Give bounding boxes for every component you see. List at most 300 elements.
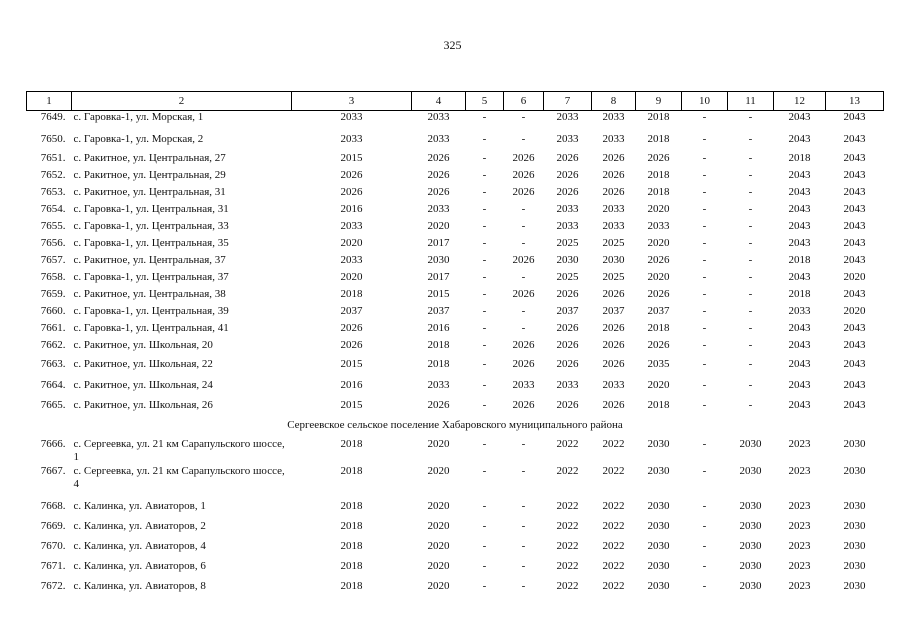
value-cell-col-4: 2015 xyxy=(427,287,450,300)
value-cell-col-8: 2025 xyxy=(602,270,625,283)
value-cell-col-5: - xyxy=(482,270,487,283)
value-cell-col-13: 2043 xyxy=(843,287,866,300)
table-row xyxy=(27,271,884,288)
value-cell-col-4: 2016 xyxy=(427,321,450,334)
value-cell-col-8: 2033 xyxy=(602,202,625,215)
value-cell-col-4: 2020 xyxy=(427,539,450,552)
value-cell-col-4: 2026 xyxy=(427,185,450,198)
value-cell-col-13: 2020 xyxy=(843,270,866,283)
value-cell-col-8: 2022 xyxy=(602,499,625,512)
address-cell: с. Калинка, ул. Авиаторов, 8 xyxy=(73,579,206,592)
table-row xyxy=(27,379,884,399)
table-row xyxy=(27,322,884,339)
value-cell-col-11: - xyxy=(748,338,753,351)
value-cell-col-3: 2033 xyxy=(340,111,363,123)
value-cell-col-9: 2026 xyxy=(647,338,670,351)
value-cell-col-13: 2030 xyxy=(843,559,866,572)
address-cell: с. Гаровка-1, ул. Морская, 2 xyxy=(73,132,204,145)
value-cell-col-3: 2018 xyxy=(340,519,363,532)
row-number: 7655. xyxy=(40,219,66,232)
value-cell-col-6: - xyxy=(521,219,526,232)
value-cell-col-3: 2018 xyxy=(340,437,363,450)
value-cell-col-4: 2026 xyxy=(427,168,450,181)
value-cell-col-8: 2022 xyxy=(602,519,625,532)
value-cell-col-12: 2043 xyxy=(788,398,811,411)
value-cell-col-13: 2020 xyxy=(843,304,866,317)
value-cell-col-3: 2026 xyxy=(340,338,363,351)
header-cell-5: 5 xyxy=(466,92,504,111)
value-cell-col-10: - xyxy=(702,499,707,512)
value-cell-col-11: 2030 xyxy=(739,539,762,552)
value-cell-col-13: 2043 xyxy=(843,357,866,370)
address-cell: с. Ракитное, ул. Школьная, 24 xyxy=(73,378,213,391)
value-cell-col-12: 2043 xyxy=(788,270,811,283)
value-cell-col-6: - xyxy=(521,519,526,532)
address-cell: с. Сергеевка, ул. 21 км Сарапульского шоссе, 4 xyxy=(73,464,285,490)
value-cell-col-8: 2022 xyxy=(602,464,625,477)
value-cell-col-10: - xyxy=(702,236,707,249)
value-cell-col-5: - xyxy=(482,437,487,450)
value-cell-col-12: 2018 xyxy=(788,151,811,164)
value-cell-col-3: 2016 xyxy=(340,378,363,391)
table-row xyxy=(27,237,884,254)
header-cell-13: 13 xyxy=(826,92,884,111)
address-cell: с. Ракитное, ул. Центральная, 37 xyxy=(73,253,226,266)
table-row xyxy=(27,580,884,600)
row-number: 7671. xyxy=(40,559,66,572)
value-cell-col-6: 2026 xyxy=(512,357,535,370)
row-number: 7658. xyxy=(40,270,66,283)
row-number: 7656. xyxy=(40,236,66,249)
row-number: 7666. xyxy=(40,437,66,450)
value-cell-col-13: 2043 xyxy=(843,132,866,145)
section-heading-row xyxy=(27,419,884,438)
table-row xyxy=(27,540,884,560)
row-number: 7662. xyxy=(40,338,66,351)
value-cell-col-4: 2026 xyxy=(427,151,450,164)
header-cell-12: 12 xyxy=(774,92,826,111)
value-cell-col-13: 2043 xyxy=(843,253,866,266)
address-cell: с. Калинка, ул. Авиаторов, 1 xyxy=(73,499,206,512)
table-row xyxy=(27,169,884,186)
address-cell: с. Гаровка-1, ул. Центральная, 31 xyxy=(73,202,229,215)
value-cell-col-10: - xyxy=(702,270,707,283)
value-cell-col-9: 2037 xyxy=(647,304,670,317)
value-cell-col-7: 2026 xyxy=(556,151,579,164)
value-cell-col-7: 2033 xyxy=(556,202,579,215)
value-cell-col-7: 2033 xyxy=(556,132,579,145)
header-row xyxy=(27,92,884,111)
value-cell-col-8: 2026 xyxy=(602,357,625,370)
value-cell-col-12: 2023 xyxy=(788,579,811,592)
value-cell-col-10: - xyxy=(702,464,707,477)
table-row xyxy=(27,203,884,220)
value-cell-col-7: 2026 xyxy=(556,398,579,411)
address-cell: с. Ракитное, ул. Школьная, 26 xyxy=(73,398,213,411)
value-cell-col-3: 2033 xyxy=(340,253,363,266)
value-cell-col-11: - xyxy=(748,398,753,411)
address-cell: с. Ракитное, ул. Центральная, 38 xyxy=(73,287,226,300)
value-cell-col-5: - xyxy=(482,236,487,249)
value-cell-col-12: 2043 xyxy=(788,236,811,249)
value-cell-col-4: 2030 xyxy=(427,253,450,266)
value-cell-col-6: 2026 xyxy=(512,338,535,351)
value-cell-col-9: 2026 xyxy=(647,151,670,164)
value-cell-col-6: - xyxy=(521,559,526,572)
value-cell-col-13: 2043 xyxy=(843,398,866,411)
value-cell-col-9: 2035 xyxy=(647,357,670,370)
value-cell-col-8: 2037 xyxy=(602,304,625,317)
value-cell-col-4: 2017 xyxy=(427,236,450,249)
row-number: 7659. xyxy=(40,287,66,300)
value-cell-col-7: 2025 xyxy=(556,270,579,283)
value-cell-col-8: 2030 xyxy=(602,253,625,266)
value-cell-col-10: - xyxy=(702,378,707,391)
value-cell-col-5: - xyxy=(482,253,487,266)
header-cell-11: 11 xyxy=(728,92,774,111)
table-row xyxy=(27,220,884,237)
value-cell-col-7: 2033 xyxy=(556,111,579,123)
value-cell-col-6: 2026 xyxy=(512,185,535,198)
value-cell-col-5: - xyxy=(482,338,487,351)
value-cell-col-13: 2043 xyxy=(843,151,866,164)
value-cell-col-12: 2023 xyxy=(788,464,811,477)
address-cell: с. Ракитное, ул. Школьная, 20 xyxy=(73,338,213,351)
value-cell-col-5: - xyxy=(482,464,487,477)
header-cell-6: 6 xyxy=(504,92,544,111)
row-number: 7650. xyxy=(40,132,66,145)
address-cell: с. Ракитное, ул. Центральная, 27 xyxy=(73,151,226,164)
value-cell-col-5: - xyxy=(482,579,487,592)
value-cell-col-11: - xyxy=(748,357,753,370)
value-cell-col-11: - xyxy=(748,321,753,334)
value-cell-col-13: 2030 xyxy=(843,464,866,477)
table-row xyxy=(27,465,884,500)
value-cell-col-3: 2015 xyxy=(340,398,363,411)
value-cell-col-12: 2023 xyxy=(788,559,811,572)
value-cell-col-6: - xyxy=(521,304,526,317)
row-number: 7654. xyxy=(40,202,66,215)
value-cell-col-6: - xyxy=(521,437,526,450)
value-cell-col-8: 2026 xyxy=(602,338,625,351)
value-cell-col-7: 2026 xyxy=(556,321,579,334)
value-cell-col-4: 2033 xyxy=(427,111,450,123)
value-cell-col-12: 2043 xyxy=(788,132,811,145)
row-number: 7663. xyxy=(40,357,66,370)
value-cell-col-13: 2043 xyxy=(843,219,866,232)
value-cell-col-4: 2020 xyxy=(427,437,450,450)
address-cell: с. Гаровка-1, ул. Центральная, 41 xyxy=(73,321,229,334)
value-cell-col-11: - xyxy=(748,168,753,181)
value-cell-col-3: 2037 xyxy=(340,304,363,317)
value-cell-col-5: - xyxy=(482,287,487,300)
row-number: 7669. xyxy=(40,519,66,532)
value-cell-col-10: - xyxy=(702,132,707,145)
table-body xyxy=(27,111,884,600)
value-cell-col-3: 2020 xyxy=(340,270,363,283)
value-cell-col-11: 2030 xyxy=(739,464,762,477)
value-cell-col-4: 2020 xyxy=(427,219,450,232)
value-cell-col-11: - xyxy=(748,132,753,145)
value-cell-col-3: 2018 xyxy=(340,287,363,300)
value-cell-col-10: - xyxy=(702,287,707,300)
value-cell-col-3: 2033 xyxy=(340,219,363,232)
value-cell-col-12: 2043 xyxy=(788,168,811,181)
value-cell-col-6: 2026 xyxy=(512,168,535,181)
table-row xyxy=(27,305,884,322)
value-cell-col-7: 2033 xyxy=(556,219,579,232)
value-cell-col-7: 2030 xyxy=(556,253,579,266)
value-cell-col-10: - xyxy=(702,185,707,198)
value-cell-col-9: 2018 xyxy=(647,168,670,181)
value-cell-col-5: - xyxy=(482,111,487,123)
table-row xyxy=(27,152,884,169)
value-cell-col-5: - xyxy=(482,559,487,572)
value-cell-col-8: 2026 xyxy=(602,168,625,181)
value-cell-col-12: 2023 xyxy=(788,539,811,552)
header-cell-8: 8 xyxy=(592,92,636,111)
value-cell-col-9: 2018 xyxy=(647,321,670,334)
value-cell-col-13: 2043 xyxy=(843,111,866,123)
value-cell-col-6: - xyxy=(521,270,526,283)
value-cell-col-3: 2026 xyxy=(340,168,363,181)
address-cell: с. Гаровка-1, ул. Центральная, 33 xyxy=(73,219,229,232)
value-cell-col-8: 2022 xyxy=(602,579,625,592)
value-cell-col-11: - xyxy=(748,219,753,232)
value-cell-col-11: 2030 xyxy=(739,499,762,512)
address-cell: с. Ракитное, ул. Центральная, 29 xyxy=(73,168,226,181)
row-number: 7660. xyxy=(40,304,66,317)
value-cell-col-10: - xyxy=(702,168,707,181)
value-cell-col-4: 2020 xyxy=(427,579,450,592)
value-cell-col-12: 2043 xyxy=(788,357,811,370)
row-number: 7668. xyxy=(40,499,66,512)
value-cell-col-10: - xyxy=(702,253,707,266)
value-cell-col-6: - xyxy=(521,464,526,477)
value-cell-col-13: 2030 xyxy=(843,579,866,592)
value-cell-col-10: - xyxy=(702,398,707,411)
value-cell-col-9: 2020 xyxy=(647,378,670,391)
value-cell-col-3: 2020 xyxy=(340,236,363,249)
value-cell-col-13: 2043 xyxy=(843,338,866,351)
value-cell-col-12: 2043 xyxy=(788,185,811,198)
table-row xyxy=(27,358,884,379)
value-cell-col-13: 2030 xyxy=(843,519,866,532)
value-cell-col-6: - xyxy=(521,539,526,552)
value-cell-col-8: 2026 xyxy=(602,287,625,300)
value-cell-col-13: 2043 xyxy=(843,185,866,198)
value-cell-col-3: 2018 xyxy=(340,539,363,552)
value-cell-col-10: - xyxy=(702,111,707,123)
value-cell-col-12: 2043 xyxy=(788,202,811,215)
value-cell-col-13: 2043 xyxy=(843,378,866,391)
value-cell-col-4: 2020 xyxy=(427,519,450,532)
value-cell-col-10: - xyxy=(702,437,707,450)
value-cell-col-11: - xyxy=(748,202,753,215)
value-cell-col-3: 2026 xyxy=(340,321,363,334)
value-cell-col-9: 2026 xyxy=(647,253,670,266)
value-cell-col-10: - xyxy=(702,219,707,232)
value-cell-col-11: - xyxy=(748,270,753,283)
table-row xyxy=(27,339,884,358)
value-cell-col-10: - xyxy=(702,338,707,351)
value-cell-col-6: - xyxy=(521,202,526,215)
row-number: 7670. xyxy=(40,539,66,552)
address-cell: с. Калинка, ул. Авиаторов, 2 xyxy=(73,519,206,532)
value-cell-col-12: 2043 xyxy=(788,321,811,334)
value-cell-col-8: 2033 xyxy=(602,219,625,232)
value-cell-col-6: 2026 xyxy=(512,151,535,164)
value-cell-col-10: - xyxy=(702,519,707,532)
row-number: 7672. xyxy=(40,579,66,592)
value-cell-col-9: 2030 xyxy=(647,437,670,450)
table-row xyxy=(27,520,884,540)
value-cell-col-6: 2026 xyxy=(512,253,535,266)
value-cell-col-10: - xyxy=(702,321,707,334)
value-cell-col-10: - xyxy=(702,579,707,592)
value-cell-col-9: 2030 xyxy=(647,539,670,552)
value-cell-col-9: 2018 xyxy=(647,111,670,123)
header-cell-10: 10 xyxy=(682,92,728,111)
value-cell-col-6: 2026 xyxy=(512,287,535,300)
value-cell-col-8: 2026 xyxy=(602,398,625,411)
header-cell-9: 9 xyxy=(636,92,682,111)
value-cell-col-6: 2026 xyxy=(512,398,535,411)
value-cell-col-12: 2023 xyxy=(788,499,811,512)
value-cell-col-13: 2043 xyxy=(843,321,866,334)
address-cell: с. Ракитное, ул. Центральная, 31 xyxy=(73,185,226,198)
value-cell-col-6: - xyxy=(521,111,526,123)
value-cell-col-8: 2033 xyxy=(602,132,625,145)
value-cell-col-8: 2033 xyxy=(602,378,625,391)
value-cell-col-11: - xyxy=(748,185,753,198)
value-cell-col-12: 2018 xyxy=(788,253,811,266)
row-number: 7664. xyxy=(40,378,66,391)
value-cell-col-12: 2018 xyxy=(788,287,811,300)
value-cell-col-5: - xyxy=(482,219,487,232)
value-cell-col-7: 2022 xyxy=(556,499,579,512)
value-cell-col-3: 2026 xyxy=(340,185,363,198)
value-cell-col-3: 2015 xyxy=(340,151,363,164)
value-cell-col-12: 2043 xyxy=(788,338,811,351)
section-heading: Сергеевское сельское поселение Хабаровского муниципального района xyxy=(287,418,623,431)
row-number: 7665. xyxy=(40,398,66,411)
address-cell: с. Гаровка-1, ул. Центральная, 37 xyxy=(73,270,229,283)
table-row xyxy=(27,500,884,520)
value-cell-col-11: 2030 xyxy=(739,579,762,592)
value-cell-col-9: 2030 xyxy=(647,499,670,512)
value-cell-col-11: - xyxy=(748,378,753,391)
header-cell-4: 4 xyxy=(412,92,466,111)
value-cell-col-5: - xyxy=(482,398,487,411)
value-cell-col-6: - xyxy=(521,132,526,145)
value-cell-col-6: 2033 xyxy=(512,378,535,391)
address-cell: с. Гаровка-1, ул. Центральная, 39 xyxy=(73,304,229,317)
value-cell-col-5: - xyxy=(482,321,487,334)
row-number: 7667. xyxy=(40,464,66,477)
value-cell-col-5: - xyxy=(482,519,487,532)
value-cell-col-11: 2030 xyxy=(739,559,762,572)
value-cell-col-13: 2043 xyxy=(843,236,866,249)
value-cell-col-5: - xyxy=(482,357,487,370)
row-number: 7661. xyxy=(40,321,66,334)
address-cell: с. Калинка, ул. Авиаторов, 4 xyxy=(73,539,206,552)
value-cell-col-8: 2025 xyxy=(602,236,625,249)
table-row xyxy=(27,254,884,271)
value-cell-col-8: 2022 xyxy=(602,539,625,552)
value-cell-col-7: 2022 xyxy=(556,464,579,477)
value-cell-col-5: - xyxy=(482,132,487,145)
value-cell-col-10: - xyxy=(702,539,707,552)
header-cell-3: 3 xyxy=(292,92,412,111)
value-cell-col-5: - xyxy=(482,185,487,198)
value-cell-col-9: 2030 xyxy=(647,464,670,477)
value-cell-col-7: 2037 xyxy=(556,304,579,317)
value-cell-col-4: 2020 xyxy=(427,464,450,477)
value-cell-col-5: - xyxy=(482,378,487,391)
value-cell-col-11: 2030 xyxy=(739,437,762,450)
value-cell-col-5: - xyxy=(482,202,487,215)
value-cell-col-9: 2020 xyxy=(647,270,670,283)
table-row xyxy=(27,186,884,203)
value-cell-col-13: 2030 xyxy=(843,539,866,552)
row-number: 7651. xyxy=(40,151,66,164)
value-cell-col-4: 2017 xyxy=(427,270,450,283)
address-cell: с. Сергеевка, ул. 21 км Сарапульского шоссе, 1 xyxy=(73,437,285,463)
value-cell-col-13: 2030 xyxy=(843,437,866,450)
value-cell-col-8: 2033 xyxy=(602,111,625,123)
value-cell-col-8: 2022 xyxy=(602,559,625,572)
value-cell-col-7: 2026 xyxy=(556,168,579,181)
value-cell-col-3: 2018 xyxy=(340,499,363,512)
value-cell-col-9: 2020 xyxy=(647,236,670,249)
data-table xyxy=(26,91,884,600)
value-cell-col-4: 2020 xyxy=(427,559,450,572)
value-cell-col-4: 2020 xyxy=(427,499,450,512)
value-cell-col-3: 2033 xyxy=(340,132,363,145)
value-cell-col-4: 2033 xyxy=(427,378,450,391)
value-cell-col-5: - xyxy=(482,151,487,164)
value-cell-col-10: - xyxy=(702,202,707,215)
row-number: 7652. xyxy=(40,168,66,181)
value-cell-col-4: 2033 xyxy=(427,202,450,215)
value-cell-col-11: - xyxy=(748,111,753,123)
value-cell-col-7: 2025 xyxy=(556,236,579,249)
value-cell-col-8: 2022 xyxy=(602,437,625,450)
value-cell-col-5: - xyxy=(482,168,487,181)
value-cell-col-12: 2023 xyxy=(788,519,811,532)
address-cell: с. Ракитное, ул. Школьная, 22 xyxy=(73,357,213,370)
value-cell-col-6: - xyxy=(521,499,526,512)
value-cell-col-12: 2043 xyxy=(788,378,811,391)
value-cell-col-11: - xyxy=(748,253,753,266)
value-cell-col-11: - xyxy=(748,151,753,164)
row-number: 7653. xyxy=(40,185,66,198)
value-cell-col-7: 2026 xyxy=(556,185,579,198)
table-row xyxy=(27,133,884,152)
value-cell-col-7: 2022 xyxy=(556,559,579,572)
value-cell-col-6: - xyxy=(521,236,526,249)
row-number: 7657. xyxy=(40,253,66,266)
value-cell-col-7: 2022 xyxy=(556,539,579,552)
value-cell-col-11: 2030 xyxy=(739,519,762,532)
value-cell-col-9: 2033 xyxy=(647,219,670,232)
value-cell-col-3: 2016 xyxy=(340,202,363,215)
value-cell-col-7: 2022 xyxy=(556,437,579,450)
row-number: 7649. xyxy=(40,111,66,123)
value-cell-col-8: 2026 xyxy=(602,185,625,198)
value-cell-col-9: 2030 xyxy=(647,559,670,572)
